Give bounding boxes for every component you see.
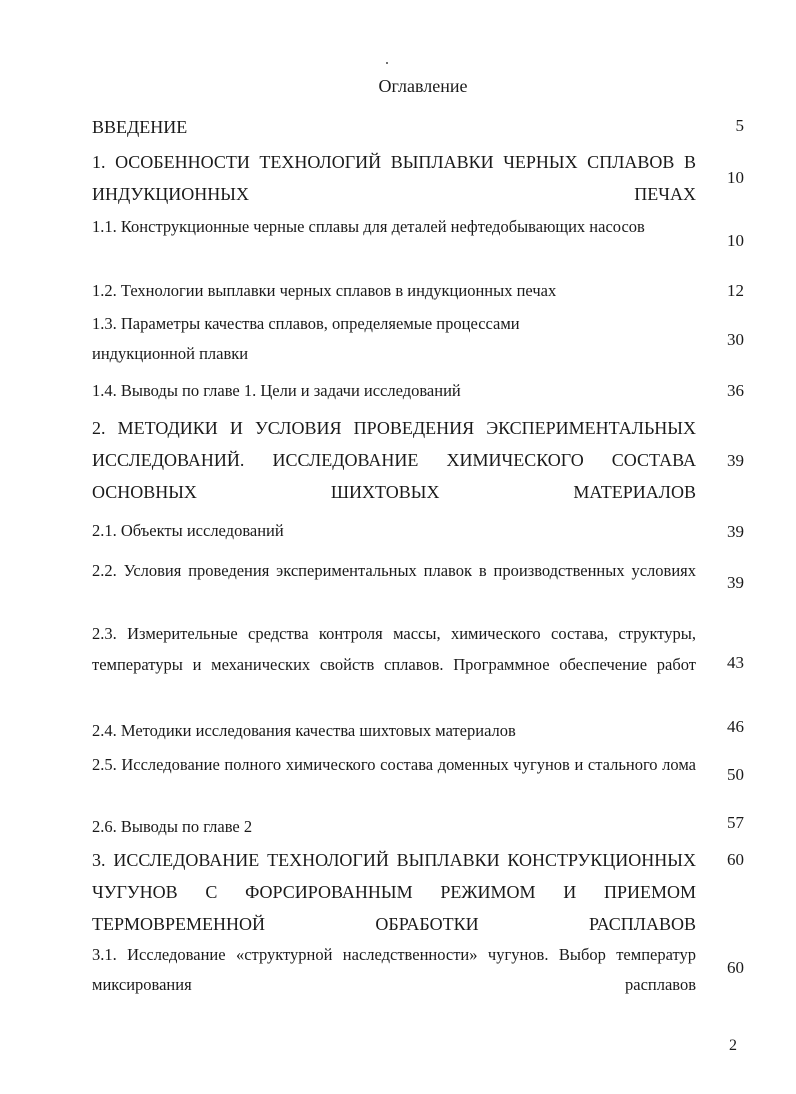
toc-entry-2-2[interactable]: 2.2. Условия проведения экспериментальных плавок в производственных условиях <box>92 561 696 580</box>
toc-entry-introduction[interactable]: ВВЕДЕНИЕ <box>92 117 188 137</box>
toc-entry-1-3[interactable]: 1.3. Параметры качества сплавов, определяемые процессами индукционной плавки <box>92 314 520 363</box>
page-number: 2 <box>729 1037 737 1054</box>
speck <box>386 62 388 64</box>
toc-page-number: 46 <box>727 717 744 736</box>
toc-entry-2-6[interactable]: 2.6. Выводы по главе 2 <box>92 817 253 836</box>
toc-page-number: 39 <box>727 451 744 470</box>
toc-page-number: 10 <box>727 231 744 250</box>
toc-page-number: 43 <box>727 653 744 672</box>
toc-page-number: 30 <box>727 330 744 349</box>
toc-page-number: 12 <box>727 281 744 300</box>
toc-page-number: 57 <box>727 813 744 832</box>
toc-entry-1-4[interactable]: 1.4. Выводы по главе 1. Цели и задачи исследований <box>92 381 461 400</box>
toc-page-number: 39 <box>727 522 744 541</box>
toc-entry-2-4[interactable]: 2.4. Методики исследования качества шихтовых материалов <box>92 721 516 740</box>
toc-entry-1-1[interactable]: 1.1. Конструкционные черные сплавы для деталей нефтедобывающих насосов <box>92 217 645 236</box>
toc-entry-chapter-3[interactable]: 3. ИССЛЕДОВАНИЕ ТЕХНОЛОГИЙ ВЫПЛАВКИ КОНСТРУКЦИОННЫХ ЧУГУНОВ С ФОРСИРОВАННЫМ РЕЖИМОМ И ПРИЕМОМ ТЕРМОВРЕМЕННОЙ ОБРАБОТКИ РАСПЛАВОВ <box>92 850 696 934</box>
toc-page-number: 10 <box>727 168 744 187</box>
toc-entry-chapter-2[interactable]: 2. МЕТОДИКИ И УСЛОВИЯ ПРОВЕДЕНИЯ ЭКСПЕРИМЕНТАЛЬНЫХ ИССЛЕДОВАНИЙ. ИССЛЕДОВАНИЕ ХИМИЧЕСКОГО СОСТАВА ОСНОВНЫХ ШИХТОВЫХ МАТЕРИАЛОВ <box>92 418 696 502</box>
toc-title: Оглавление <box>378 76 468 96</box>
toc-entry-2-5[interactable]: 2.5. Исследование полного химического состава доменных чугунов и стального лома <box>92 755 696 774</box>
toc-page-number: 5 <box>735 116 744 135</box>
toc-page-number: 36 <box>727 381 744 400</box>
toc-entry-2-1[interactable]: 2.1. Объекты исследований <box>92 521 284 540</box>
toc-page-number: 50 <box>727 765 744 784</box>
toc-entry-2-3[interactable]: 2.3. Измерительные средства контроля массы, химического состава, структуры, температуры и механических свойств сплавов. Программное обеспечение работ <box>92 624 696 674</box>
toc-page-number: 39 <box>727 573 744 592</box>
toc-entry-chapter-1[interactable]: 1. ОСОБЕННОСТИ ТЕХНОЛОГИЙ ВЫПЛАВКИ ЧЕРНЫХ СПЛАВОВ В ИНДУКЦИОННЫХ ПЕЧАХ <box>92 152 696 204</box>
toc-entry-1-2[interactable]: 1.2. Технологии выплавки черных сплавов в индукционных печах <box>92 281 557 300</box>
toc-entry-3-1[interactable]: 3.1. Исследование «структурной наследственности» чугунов. Выбор температур миксирования расплавов <box>92 945 696 994</box>
toc-page-number: 60 <box>727 850 744 869</box>
toc-page-number: 60 <box>727 958 744 977</box>
